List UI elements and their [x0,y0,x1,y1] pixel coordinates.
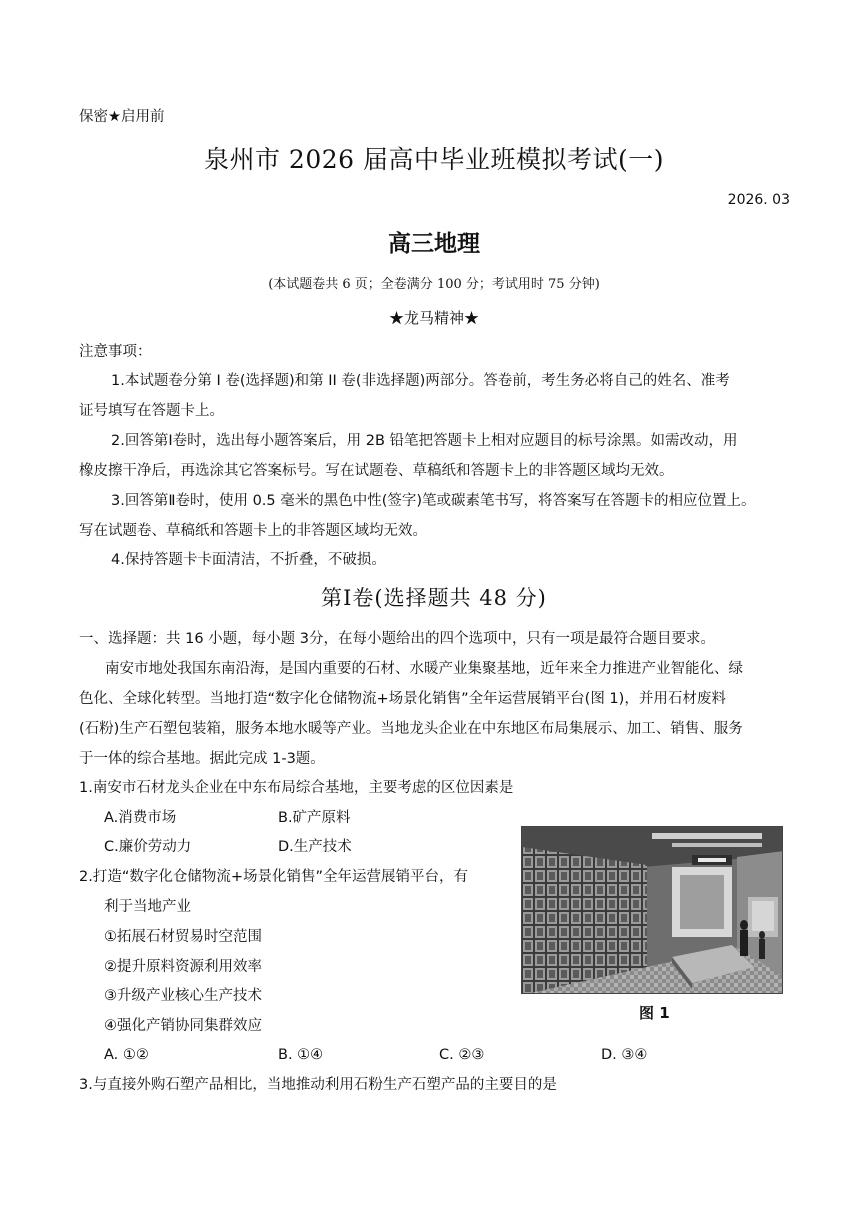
question-1-option-c: C.廉价劳动力 [104,839,192,855]
notice-heading: 注意事项： [79,344,152,360]
subject-title: 高三地理 [388,231,480,257]
notice-item-2-line-2: 橡皮擦干净后，再选涂其它答案标号。写在试题卷、草稿纸和答题卡上的非答题区域均无效。 [79,463,674,479]
exam-date: 2026. 03 [727,192,790,208]
question-1-option-d: D.生产技术 [278,839,352,855]
question-2-statement-3: ③升级产业核心生产技术 [104,988,262,1004]
section-title: 第Ⅰ卷(选择题共 48 分) [321,586,547,610]
question-2-stem-line-2: 利于当地产业 [104,899,191,915]
question-2-option-a: A. ①② [104,1047,149,1063]
question-2-stem-line-1: 2.打造“数字化仓储物流+场景化销售”全年运营展销平台，有 [79,869,469,885]
motto: ★龙马精神★ [388,309,479,327]
notice-item-3-line-2: 写在试题卷、草稿纸和答题卡上的非答题区域均无效。 [79,523,427,539]
notice-item-4: 4.保持答题卡卡面清洁，不折叠，不破损。 [111,552,386,568]
passage-line-3: (石粉)生产石塑包装箱，服务本地水暖等产业。当地龙头企业在中东地区布局集展示、加工、销售、服务 [79,721,743,737]
question-1-option-b: B.矿产原料 [278,810,351,826]
passage-line-2: 色化、全球化转型。当地打造“数字化仓储物流+场景化销售”全年运营展销平台(图 1)，并用石材废料 [79,691,726,707]
question-2-statement-4: ④强化产销协同集群效应 [104,1018,262,1034]
question-1-option-a: A.消费市场 [104,810,177,826]
notice-item-2-line-1: 2.回答第Ⅰ卷时，选出每小题答案后，用 2B 铅笔把答题卡上相对应题目的标号涂黑。如需改动，用 [111,433,738,449]
notice-item-1-line-1: 1.本试题卷分第 I 卷(选择题)和第 II 卷(非选择题)两部分。答卷前，考生务必将自己的姓名、准考 [111,373,730,389]
notice-item-3-line-1: 3.回答第Ⅱ卷时，使用 0.5 毫米的黑色中性(签字)笔或碳素笔书写，将答案写在答题卡的相应位置上。 [111,493,756,509]
section-instruction: 一、选择题：共 16 小题，每小题 3分，在每小题给出的四个选项中，只有一项是最符合题目要求。 [79,631,715,647]
question-2-statement-1: ①拓展石材贸易时空范围 [104,929,262,945]
passage-line-1: 南安市地处我国东南沿海，是国内重要的石材、水暖产业集聚基地，近年来全力推进产业智能化、绿 [105,661,743,677]
question-2-option-b: B. ①④ [278,1047,324,1063]
exam-title: 泉州市 2026 届高中毕业班模拟考试(一) [203,145,665,174]
figure-1-photo [521,826,783,994]
passage-line-4: 于一体的综合基地。据此完成 1-3题。 [79,751,325,767]
question-2-option-c: C. ②③ [439,1047,485,1063]
question-2-statement-2: ②提升原料资源利用效率 [104,959,262,975]
showroom-image [522,827,783,994]
question-3-stem: 3.与直接外购石塑产品相比，当地推动利用石粉生产石塑产品的主要目的是 [79,1077,557,1093]
question-2-option-d: D. ③④ [601,1047,648,1063]
confidential-label: 保密★启用前 [79,109,165,125]
exam-meta: (本试题卷共 6 页；全卷满分 100 分；考试用时 75 分钟) [268,277,600,292]
question-1-stem: 1.南安市石材龙头企业在中东布局综合基地，主要考虑的区位因素是 [79,780,514,796]
figure-1-caption: 图 1 [639,1004,670,1022]
notice-item-1-line-2: 证号填写在答题卡上。 [79,403,224,419]
